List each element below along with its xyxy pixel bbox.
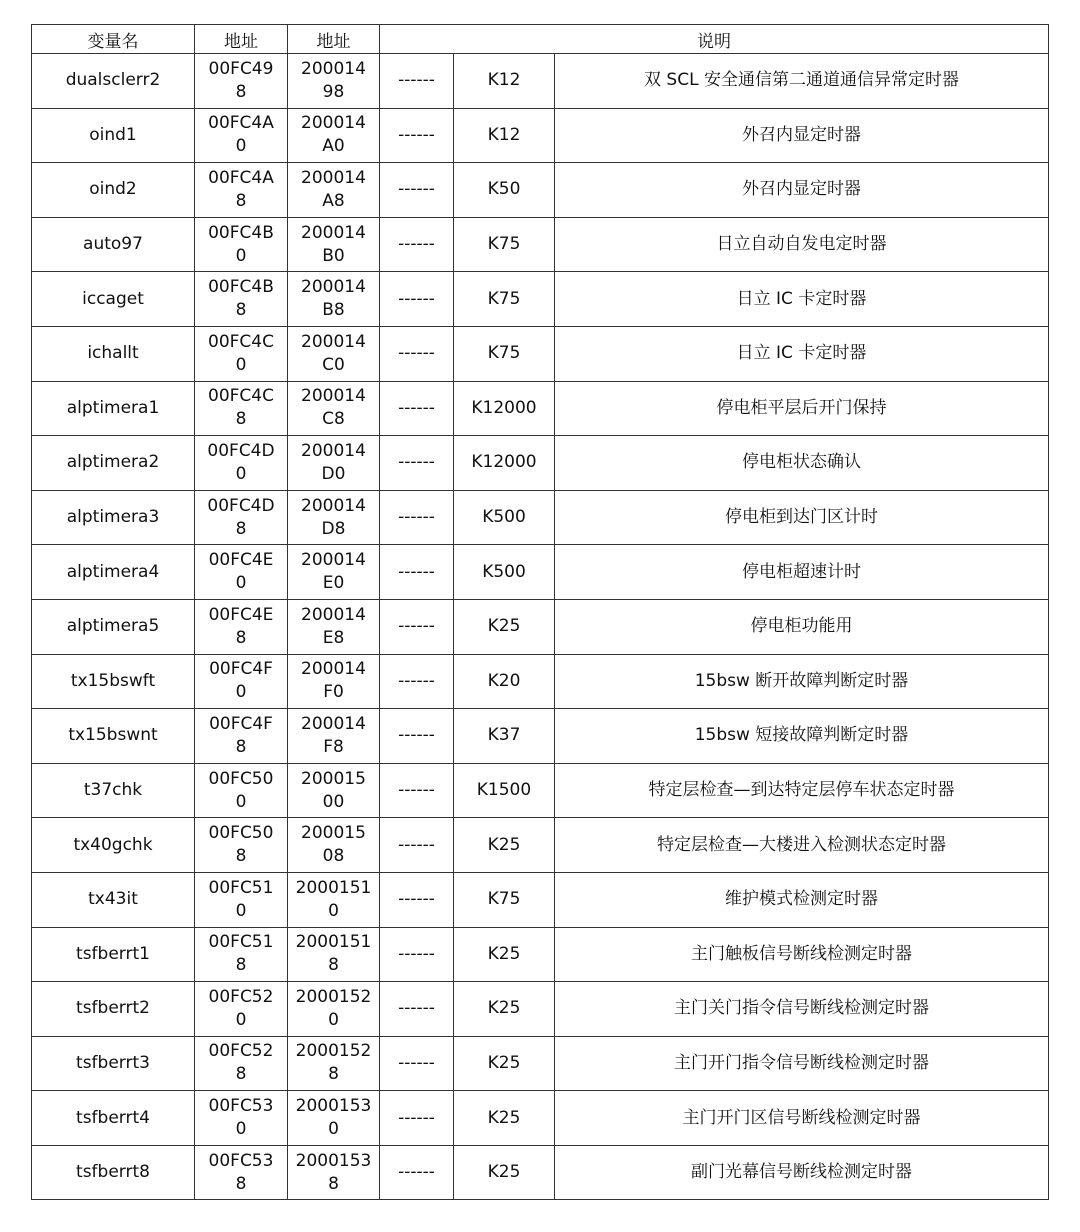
variable-name-cell: alptimera3 <box>32 490 195 545</box>
dash-cell: ------ <box>380 490 454 545</box>
address-1-cell <box>195 1145 288 1200</box>
table-header-row <box>32 25 1049 54</box>
header-variable-name: 变量名 <box>32 25 195 54</box>
address-1-cell-line-1: 00FC4F <box>209 659 273 680</box>
header-address-1: 地址 <box>195 25 288 54</box>
variable-name-cell: tx40gchk <box>32 818 195 873</box>
address-2-cell <box>288 927 380 982</box>
address-1-cell <box>195 654 288 709</box>
variable-name-cell: oind2 <box>32 163 195 218</box>
address-2-cell-line-2: B0 <box>322 245 345 266</box>
address-2-cell-line-2: 0 <box>328 1009 339 1030</box>
address-2-cell-line-1: 200014 <box>301 277 366 298</box>
address-2-cell-line-1: 200014 <box>301 386 366 407</box>
address-1-cell-line-1: 00FC4B <box>208 222 274 243</box>
address-1-cell <box>195 272 288 327</box>
description-cell: 停电柜到达门区计时 <box>555 490 1049 545</box>
description-cell: 停电柜超速计时 <box>555 545 1049 600</box>
address-1-cell-line-1: 00FC50 <box>208 768 274 789</box>
constant-cell: K75 <box>454 872 555 927</box>
constant-cell: K25 <box>454 982 555 1037</box>
dash-cell: ------ <box>380 818 454 873</box>
address-2-cell <box>288 54 380 109</box>
constant-cell: K75 <box>454 326 555 381</box>
description-cell: 停电柜状态确认 <box>555 436 1049 491</box>
variable-name-cell: iccaget <box>32 272 195 327</box>
dash-cell: ------ <box>380 54 454 109</box>
dash-cell: ------ <box>380 1091 454 1146</box>
table-row <box>32 982 1049 1037</box>
description-cell: 副门光幕信号断线检测定时器 <box>555 1145 1049 1200</box>
address-2-cell-line-2: 8 <box>328 955 339 976</box>
description-cell: 外召内显定时器 <box>555 108 1049 163</box>
constant-cell: K25 <box>454 1145 555 1200</box>
address-1-cell <box>195 599 288 654</box>
variable-name-cell: tsfberrt2 <box>32 982 195 1037</box>
dash-cell: ------ <box>380 545 454 600</box>
description-cell: 停电柜平层后开门保持 <box>555 381 1049 436</box>
dash-cell: ------ <box>380 108 454 163</box>
constant-cell: K12000 <box>454 436 555 491</box>
table-row <box>32 1091 1049 1146</box>
address-1-cell <box>195 982 288 1037</box>
address-2-cell-line-2: 98 <box>322 81 345 102</box>
address-2-cell-line-2: 8 <box>328 1173 339 1194</box>
address-2-cell-line-2: C8 <box>322 409 345 430</box>
address-2-cell <box>288 272 380 327</box>
table-row <box>32 1036 1049 1091</box>
address-2-cell-line-1: 2000152 <box>295 1041 372 1062</box>
table-row <box>32 326 1049 381</box>
address-1-cell-line-2: 8 <box>235 736 247 757</box>
address-2-cell-line-2: C0 <box>322 354 345 375</box>
description-cell: 日立 IC 卡定时器 <box>555 326 1049 381</box>
address-1-cell <box>195 436 288 491</box>
table-row <box>32 1145 1049 1200</box>
address-2-cell-line-1: 200014 <box>301 113 366 134</box>
address-2-cell <box>288 1036 380 1091</box>
address-2-cell-line-1: 2000153 <box>295 1150 372 1171</box>
table-row <box>32 163 1049 218</box>
address-2-cell-line-1: 200014 <box>301 222 366 243</box>
address-1-cell-line-1: 00FC4F <box>209 713 273 734</box>
variable-name-cell: alptimera5 <box>32 599 195 654</box>
address-1-cell-line-2: 8 <box>235 1064 247 1085</box>
dash-cell: ------ <box>380 982 454 1037</box>
address-2-cell-line-1: 200014 <box>301 659 366 680</box>
address-1-cell <box>195 545 288 600</box>
address-1-cell-line-2: 8 <box>235 190 247 211</box>
address-1-cell-line-2: 0 <box>235 1009 247 1030</box>
description-cell: 日立自动自发电定时器 <box>555 217 1049 272</box>
address-1-cell-line-2: 8 <box>235 518 247 539</box>
address-2-cell <box>288 436 380 491</box>
constant-cell: K75 <box>454 217 555 272</box>
address-1-cell-line-2: 0 <box>235 1119 247 1140</box>
dash-cell: ------ <box>380 163 454 218</box>
address-1-cell <box>195 872 288 927</box>
variable-name-cell: alptimera1 <box>32 381 195 436</box>
address-1-cell-line-2: 8 <box>235 300 247 321</box>
address-2-cell <box>288 709 380 764</box>
table-row <box>32 545 1049 600</box>
variable-name-cell: t37chk <box>32 763 195 818</box>
address-1-cell-line-1: 00FC4B <box>208 277 274 298</box>
address-2-cell-line-1: 200014 <box>301 58 366 79</box>
table-row <box>32 654 1049 709</box>
address-1-cell-line-1: 00FC53 <box>208 1096 274 1117</box>
dash-cell: ------ <box>380 872 454 927</box>
constant-cell: K25 <box>454 599 555 654</box>
address-2-cell-line-2: A0 <box>322 136 345 157</box>
table-row <box>32 436 1049 491</box>
address-1-cell-line-1: 00FC52 <box>208 1041 274 1062</box>
address-1-cell-line-1: 00FC4D <box>207 440 275 461</box>
variable-name-cell: oind1 <box>32 108 195 163</box>
variable-name-cell: tsfberrt8 <box>32 1145 195 1200</box>
address-2-cell-line-2: D8 <box>321 518 346 539</box>
variable-name-cell: tsfberrt4 <box>32 1091 195 1146</box>
address-2-cell <box>288 381 380 436</box>
variable-name-cell: tx15bswnt <box>32 709 195 764</box>
table-row <box>32 763 1049 818</box>
address-2-cell <box>288 326 380 381</box>
address-1-cell <box>195 108 288 163</box>
address-1-cell-line-2: 0 <box>235 136 247 157</box>
constant-cell: K12000 <box>454 381 555 436</box>
address-2-cell <box>288 1145 380 1200</box>
address-2-cell <box>288 818 380 873</box>
description-cell: 主门关门指令信号断线检测定时器 <box>555 982 1049 1037</box>
description-cell: 15bsw 短接故障判断定时器 <box>555 709 1049 764</box>
dash-cell: ------ <box>380 763 454 818</box>
dash-cell: ------ <box>380 217 454 272</box>
register-table <box>31 24 1049 1200</box>
address-1-cell <box>195 927 288 982</box>
table-body <box>32 54 1049 1200</box>
address-1-cell-line-1: 00FC4C <box>208 386 274 407</box>
header-address-2: 地址 <box>288 25 380 54</box>
address-2-cell-line-1: 200014 <box>301 713 366 734</box>
address-1-cell-line-2: 8 <box>235 1173 247 1194</box>
variable-name-cell: ichallt <box>32 326 195 381</box>
address-2-cell-line-1: 200014 <box>301 550 366 571</box>
address-1-cell-line-2: 8 <box>235 81 247 102</box>
constant-cell: K75 <box>454 272 555 327</box>
dash-cell: ------ <box>380 436 454 491</box>
description-cell: 特定层检查—到达特定层停车状态定时器 <box>555 763 1049 818</box>
address-2-cell-line-2: 08 <box>322 846 345 867</box>
description-cell: 维护模式检测定时器 <box>555 872 1049 927</box>
address-1-cell-line-1: 00FC4A <box>208 167 274 188</box>
constant-cell: K25 <box>454 927 555 982</box>
variable-name-cell: tsfberrt1 <box>32 927 195 982</box>
address-2-cell-line-2: B8 <box>322 300 345 321</box>
description-cell: 双 SCL 安全通信第二通道通信异常定时器 <box>555 54 1049 109</box>
description-cell: 特定层检查—大楼进入检测状态定时器 <box>555 818 1049 873</box>
address-2-cell-line-2: F0 <box>323 682 344 703</box>
description-cell: 外召内显定时器 <box>555 163 1049 218</box>
constant-cell: K25 <box>454 1036 555 1091</box>
constant-cell: K12 <box>454 108 555 163</box>
address-1-cell-line-1: 00FC52 <box>208 986 274 1007</box>
table-row <box>32 54 1049 109</box>
address-2-cell <box>288 1091 380 1146</box>
address-1-cell-line-1: 00FC53 <box>208 1150 274 1171</box>
address-2-cell-line-1: 2000151 <box>295 932 372 953</box>
dash-cell: ------ <box>380 326 454 381</box>
address-2-cell-line-2: E0 <box>322 573 345 594</box>
address-2-cell-line-1: 2000151 <box>295 877 372 898</box>
constant-cell: K500 <box>454 545 555 600</box>
variable-name-cell: alptimera4 <box>32 545 195 600</box>
table-row <box>32 818 1049 873</box>
address-2-cell <box>288 163 380 218</box>
address-2-cell <box>288 545 380 600</box>
address-2-cell <box>288 872 380 927</box>
address-1-cell <box>195 763 288 818</box>
address-2-cell-line-1: 200014 <box>301 331 366 352</box>
dash-cell: ------ <box>380 599 454 654</box>
address-1-cell-line-2: 8 <box>235 627 247 648</box>
header-description: 说明 <box>380 25 1049 54</box>
address-1-cell-line-2: 8 <box>235 846 247 867</box>
address-2-cell <box>288 763 380 818</box>
constant-cell: K37 <box>454 709 555 764</box>
table-row <box>32 927 1049 982</box>
address-1-cell-line-1: 00FC50 <box>208 823 274 844</box>
dash-cell: ------ <box>380 1145 454 1200</box>
address-1-cell-line-1: 00FC4C <box>208 331 274 352</box>
address-1-cell-line-2: 0 <box>235 791 247 812</box>
constant-cell: K25 <box>454 1091 555 1146</box>
address-1-cell <box>195 1091 288 1146</box>
constant-cell: K12 <box>454 54 555 109</box>
address-1-cell <box>195 709 288 764</box>
address-1-cell-line-2: 0 <box>235 245 247 266</box>
description-cell: 停电柜功能用 <box>555 599 1049 654</box>
variable-name-cell: alptimera2 <box>32 436 195 491</box>
constant-cell: K25 <box>454 818 555 873</box>
address-1-cell-line-1: 00FC51 <box>208 932 274 953</box>
variable-name-cell: dualsclerr2 <box>32 54 195 109</box>
table-row <box>32 490 1049 545</box>
address-1-cell <box>195 381 288 436</box>
dash-cell: ------ <box>380 381 454 436</box>
table-row <box>32 108 1049 163</box>
address-2-cell-line-2: D0 <box>321 463 346 484</box>
address-2-cell <box>288 599 380 654</box>
dash-cell: ------ <box>380 927 454 982</box>
constant-cell: K20 <box>454 654 555 709</box>
description-cell: 主门开门区信号断线检测定时器 <box>555 1091 1049 1146</box>
description-cell: 主门开门指令信号断线检测定时器 <box>555 1036 1049 1091</box>
variable-name-cell: tx15bswft <box>32 654 195 709</box>
dash-cell: ------ <box>380 709 454 764</box>
address-1-cell <box>195 1036 288 1091</box>
address-1-cell <box>195 490 288 545</box>
address-1-cell-line-2: 0 <box>235 573 247 594</box>
address-2-cell <box>288 982 380 1037</box>
variable-name-cell: tx43it <box>32 872 195 927</box>
address-1-cell-line-1: 00FC4A <box>208 113 274 134</box>
address-2-cell <box>288 654 380 709</box>
address-1-cell-line-1: 00FC4E <box>208 604 274 625</box>
address-2-cell <box>288 108 380 163</box>
address-1-cell-line-2: 8 <box>235 955 247 976</box>
table-row <box>32 381 1049 436</box>
variable-name-cell: auto97 <box>32 217 195 272</box>
dash-cell: ------ <box>380 272 454 327</box>
address-2-cell-line-2: 00 <box>322 791 345 812</box>
address-2-cell-line-2: 0 <box>328 900 339 921</box>
address-1-cell-line-2: 0 <box>235 682 247 703</box>
address-2-cell-line-1: 200014 <box>301 495 366 516</box>
address-1-cell <box>195 163 288 218</box>
address-2-cell <box>288 217 380 272</box>
address-2-cell-line-1: 200015 <box>301 823 366 844</box>
description-cell: 日立 IC 卡定时器 <box>555 272 1049 327</box>
address-1-cell-line-2: 0 <box>235 463 247 484</box>
address-2-cell-line-1: 2000153 <box>295 1096 372 1117</box>
address-2-cell-line-1: 200014 <box>301 167 366 188</box>
address-2-cell-line-1: 200014 <box>301 604 366 625</box>
table-row <box>32 217 1049 272</box>
constant-cell: K1500 <box>454 763 555 818</box>
address-1-cell <box>195 54 288 109</box>
table-row <box>32 709 1049 764</box>
table-row <box>32 872 1049 927</box>
dash-cell: ------ <box>380 654 454 709</box>
constant-cell: K50 <box>454 163 555 218</box>
address-2-cell-line-2: 0 <box>328 1119 339 1140</box>
address-1-cell-line-1: 00FC51 <box>208 877 274 898</box>
address-2-cell-line-1: 200015 <box>301 768 366 789</box>
address-2-cell-line-2: E8 <box>322 627 345 648</box>
dash-cell: ------ <box>380 1036 454 1091</box>
table-row <box>32 599 1049 654</box>
description-cell: 主门触板信号断线检测定时器 <box>555 927 1049 982</box>
address-1-cell-line-2: 0 <box>235 354 247 375</box>
address-1-cell-line-2: 8 <box>235 409 247 430</box>
address-2-cell <box>288 490 380 545</box>
address-2-cell-line-2: F8 <box>323 736 344 757</box>
variable-name-cell: tsfberrt3 <box>32 1036 195 1091</box>
address-1-cell-line-1: 00FC4D <box>207 495 275 516</box>
address-1-cell-line-1: 00FC4E <box>208 550 274 571</box>
constant-cell: K500 <box>454 490 555 545</box>
description-cell: 15bsw 断开故障判断定时器 <box>555 654 1049 709</box>
address-1-cell <box>195 818 288 873</box>
address-1-cell <box>195 217 288 272</box>
address-2-cell-line-1: 2000152 <box>295 986 372 1007</box>
address-1-cell-line-1: 00FC49 <box>208 58 274 79</box>
address-1-cell-line-2: 0 <box>235 900 247 921</box>
address-2-cell-line-2: 8 <box>328 1064 339 1085</box>
address-1-cell <box>195 326 288 381</box>
table-row <box>32 272 1049 327</box>
address-2-cell-line-2: A8 <box>322 190 345 211</box>
address-2-cell-line-1: 200014 <box>301 440 366 461</box>
